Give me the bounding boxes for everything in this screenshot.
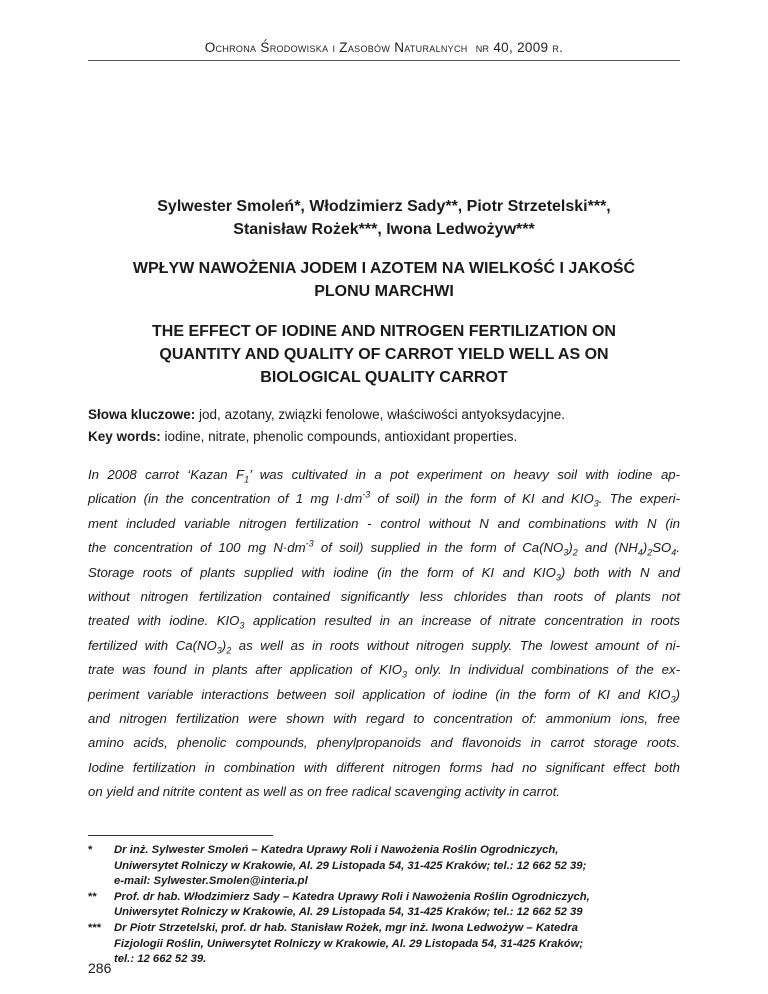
footnote-mark: ** <box>88 890 97 903</box>
footnote-line: Uniwersytet Rolniczy w Krakowie, Al. 29 Listopada 54, 31-425 Kraków; tel.: 12 662 52 39; <box>114 859 587 872</box>
keywords-english <box>88 426 680 448</box>
header-divider <box>88 60 680 61</box>
abstract-line: ment included variable nitrogen fertilization - control without N and combinations with N (in <box>88 515 680 531</box>
abstract-line: plication (in the concentration of 1 mg $I\cdot dm^{-3}$ of soil) in the form of KI and $KIO_3$. The experi- <box>88 490 680 510</box>
running-header <box>88 40 680 55</box>
journal-name: Ochrona Środowiska i Zasobów Naturalnych <box>204 40 468 55</box>
abstract-line: and nitrogen fertilization were shown with regard to concentration of: ammonium ions, free <box>88 710 680 726</box>
footnote-divider <box>88 835 273 836</box>
author-line-1: Sylwester Smoleń*, Włodzimierz Sady**, Piotr Strzetelski***, <box>157 198 611 215</box>
footnote-line: Prof. dr hab. Włodzimierz Sady – Katedra Uprawy Roli i Nawożenia Roślin Ogrodniczych, <box>114 890 590 903</box>
title-english <box>88 320 680 389</box>
footnotes <box>88 843 688 968</box>
footnote-line: Uniwersytet Rolniczy w Krakowie, Al. 29 Listopada 54, 31-425 Kraków; tel.: 12 662 52 39 <box>114 906 583 919</box>
footnote-line: tel.: 12 662 52 39. <box>114 953 207 966</box>
issue-nr-label: nr <box>475 40 490 55</box>
page-number: 286 <box>88 960 112 976</box>
abstract-line: treated with iodine. $KIO_3$ application resulted in an increase of nitrate concentration in roots <box>88 613 681 631</box>
keywords-block <box>88 404 680 448</box>
footnote-line: Dr inż. Sylwester Smoleń – Katedra Uprawy Roli i Nawożenia Roślin Ogrodniczych, <box>114 844 559 856</box>
author-line-2: Stanisław Rożek***, Iwona Ledwożyw*** <box>233 221 535 238</box>
author-list <box>88 195 680 241</box>
year-suffix: r. <box>552 40 564 55</box>
abstract-line: on yield and nitrite content as well as on free radical scavenging activity in carrot. <box>88 784 561 800</box>
abstract-line: fertilized with $Ca(NO_3)_2$ as well as in roots without nitrogen supply. The lowest amount of ni- <box>88 637 680 656</box>
abstract <box>88 463 680 804</box>
footnote-mark: *** <box>88 921 102 934</box>
abstract-line: amino acids, phenolic compounds, phenylpropanoids and flavonoids in carrot storage roots. <box>88 735 680 751</box>
keywords-polish-label: Słowa kluczowe: <box>88 407 196 422</box>
abstract-line: periment variable interactions between soil application of iodine (in the form of KI and $KIO_3$) <box>88 686 680 705</box>
keywords-english-label: Key words: <box>88 429 161 444</box>
title-polish-line-1: WPŁYW NAWOŻENIA JODEM I AZOTEM NA WIELKOŚĆ I JAKOŚĆ <box>132 260 636 277</box>
abstract-line: without nitrogen fertilization contained significantly less chlorides than roots of plants not <box>88 588 680 604</box>
footnote-line: Fizjologii Roślin, Uniwersytet Rolniczy w Krakowie, Al. 29 Listopada 54, 31-425 Kraków; <box>114 937 584 950</box>
keywords-polish <box>88 404 680 426</box>
abstract-line: Iodine fertilization in combination with different nitrogen forms had no significant effect both <box>88 759 680 775</box>
keywords-polish-text: jod, azotany, związki fenolowe, właściwości antyoksydacyjne. <box>199 407 565 422</box>
title-english-line-2: QUANTITY AND QUALITY OF CARROT YIELD WELL AS ON <box>159 346 609 363</box>
footnote-line: Dr Piotr Strzetelski, prof. dr hab. Stanisław Rożek, mgr inż. Iwona Ledwożyw – Katedra <box>114 921 578 934</box>
footnote-3 <box>88 921 688 968</box>
title-english-line-3: BIOLOGICAL QUALITY CARROT <box>260 369 508 386</box>
issue-number: 40, 2009 <box>493 40 549 55</box>
title-polish-line-2: PLONU MARCHWI <box>314 283 454 300</box>
abstract-line: trate was found in plants after application of $KIO_3$ only. In individual combinations of the ex- <box>88 662 681 680</box>
abstract-line: the concentration of 100 mg $N\cdot dm^{-3}$ of soil) supplied in the form of $Ca(NO_3)_2$ and $(NH_4)_2SO_4$. <box>88 538 680 558</box>
abstract-line: In 2008 carrot ‘Kazan $F_1$’ was cultivated in a pot experiment on heavy soil with iodine ap- <box>88 467 680 485</box>
footnote-mark: * <box>88 844 93 856</box>
footnote-1 <box>88 843 688 890</box>
footnote-line: e-mail: Sylwester.Smolen@interia.pl <box>114 875 308 888</box>
title-english-line-1: THE EFFECT OF IODINE AND NITROGEN FERTILIZATION ON <box>152 323 616 340</box>
abstract-line: Storage roots of plants supplied with iodine (in the form of KI and $KIO_3$) both with N and <box>88 564 680 583</box>
title-polish <box>88 257 680 303</box>
keywords-english-text: iodine, nitrate, phenolic compounds, antioxidant properties. <box>164 429 518 444</box>
footnote-2 <box>88 890 688 921</box>
